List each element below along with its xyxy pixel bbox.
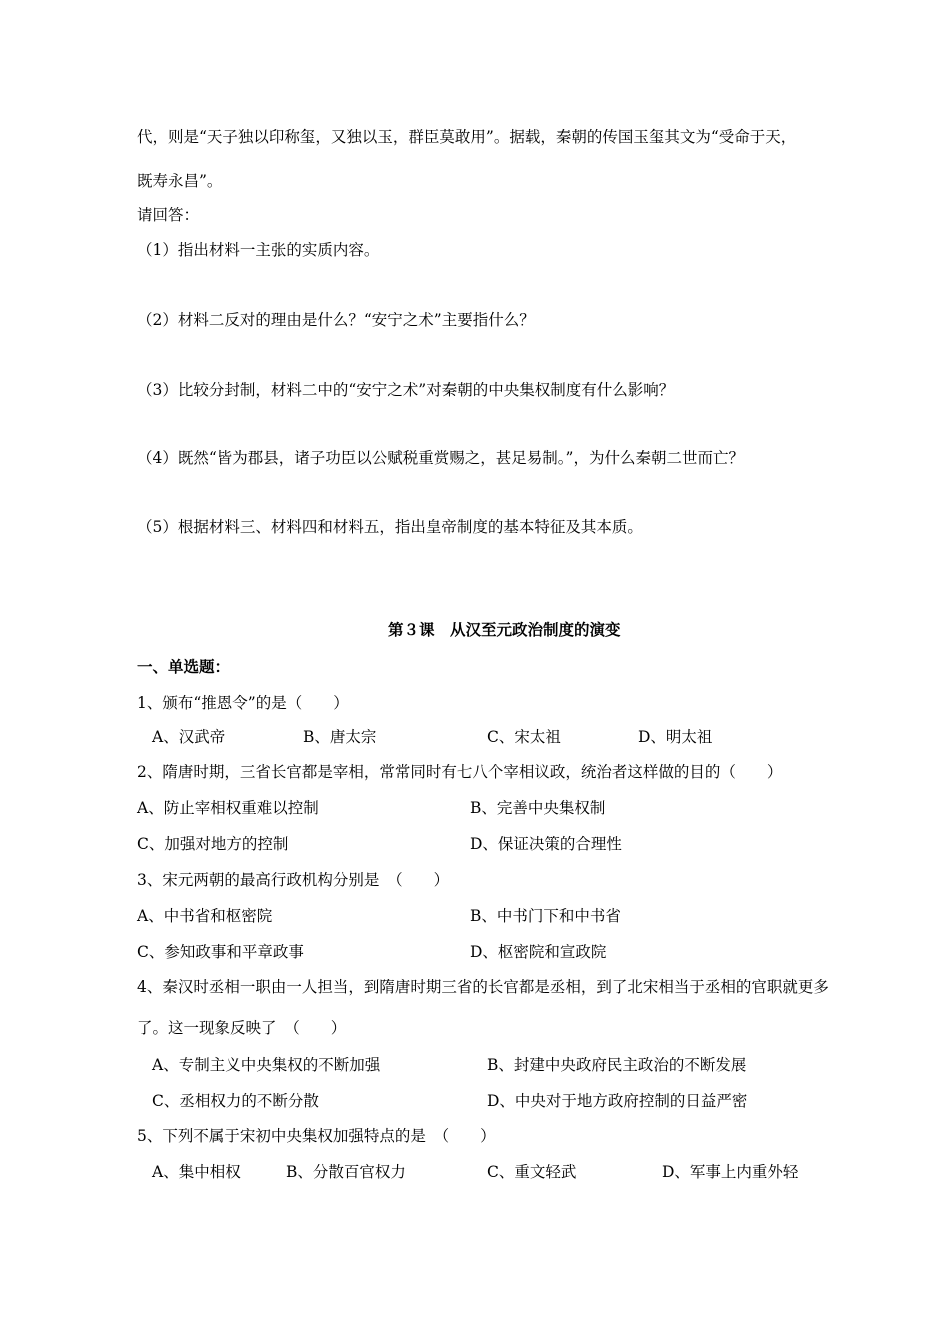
question-item: （5）根据材料三、材料四和材料五，指出皇帝制度的基本特征及其本质。 <box>137 518 643 536</box>
question-item: （3）比较分封制，材料二中的“安宁之术”对秦朝的中央集权制度有什么影响？ <box>137 381 675 399</box>
option-b: B、中书门下和中书省 <box>470 907 621 925</box>
option-c: C、宋太祖 <box>487 728 561 746</box>
option-a: A、中书省和枢密院 <box>137 907 273 925</box>
paragraph-line: 代，则是“天子独以印称玺，又独以玉，群臣莫敢用”。据载，秦朝的传国玉玺其文为“受命于天， <box>137 128 797 146</box>
question-item: （4）既然“皆为郡县，诸子功臣以公赋税重赏赐之，甚足易制。”，为什么秦朝二世而亡？ <box>137 449 744 467</box>
option-d: D、军事上内重外轻 <box>662 1163 799 1181</box>
option-d: D、明太祖 <box>638 728 713 746</box>
paragraph-line: 既寿永昌”。 <box>137 172 223 190</box>
option-d: D、枢密院和宣政院 <box>470 943 607 961</box>
option-a: A、专制主义中央集权的不断加强 <box>152 1056 381 1074</box>
option-b: B、唐太宗 <box>303 728 377 746</box>
option-b: B、封建中央政府民主政治的不断发展 <box>487 1056 747 1074</box>
option-d: D、中央对于地方政府控制的日益严密 <box>487 1092 748 1110</box>
question-stem: 2、隋唐时期，三省长官都是宰相，常常同时有七八个宰相议政，统治者这样做的目的（ ） <box>137 763 783 781</box>
question-stem: 5、下列不属于宋初中央集权加强特点的是 （ ） <box>137 1127 496 1145</box>
lesson-title: 第３课 从汉至元政治制度的演变 <box>388 621 621 639</box>
option-c: C、重文轻武 <box>487 1163 577 1181</box>
option-a: A、防止宰相权重难以控制 <box>137 799 319 817</box>
option-a: A、汉武帝 <box>152 728 226 746</box>
option-d: D、保证决策的合理性 <box>470 835 622 853</box>
option-b: B、分散百官权力 <box>286 1163 406 1181</box>
section-heading: 一、单选题： <box>137 658 231 676</box>
question-stem-continued: 了。这一现象反映了 （ ） <box>137 1019 347 1037</box>
question-stem: 1、颁布“推恩令”的是（ ） <box>137 694 349 712</box>
question-stem: 3、宋元两朝的最高行政机构分别是 （ ） <box>137 871 450 889</box>
option-c: C、加强对地方的控制 <box>137 835 289 853</box>
question-item: （2）材料二反对的理由是什么？“安宁之术”主要指什么？ <box>137 311 535 329</box>
option-a: A、集中相权 <box>152 1163 241 1181</box>
option-c: C、参知政事和平章政事 <box>137 943 304 961</box>
question-item: （1）指出材料一主张的实质内容。 <box>137 241 380 259</box>
question-stem: 4、秦汉时丞相一职由一人担当，到隋唐时期三省的长官都是丞相，到了北宋相当于丞相的官职就更多 <box>137 978 829 996</box>
prompt-text: 请回答： <box>137 206 200 224</box>
option-c: C、丞相权力的不断分散 <box>152 1092 319 1110</box>
option-b: B、完善中央集权制 <box>470 799 606 817</box>
